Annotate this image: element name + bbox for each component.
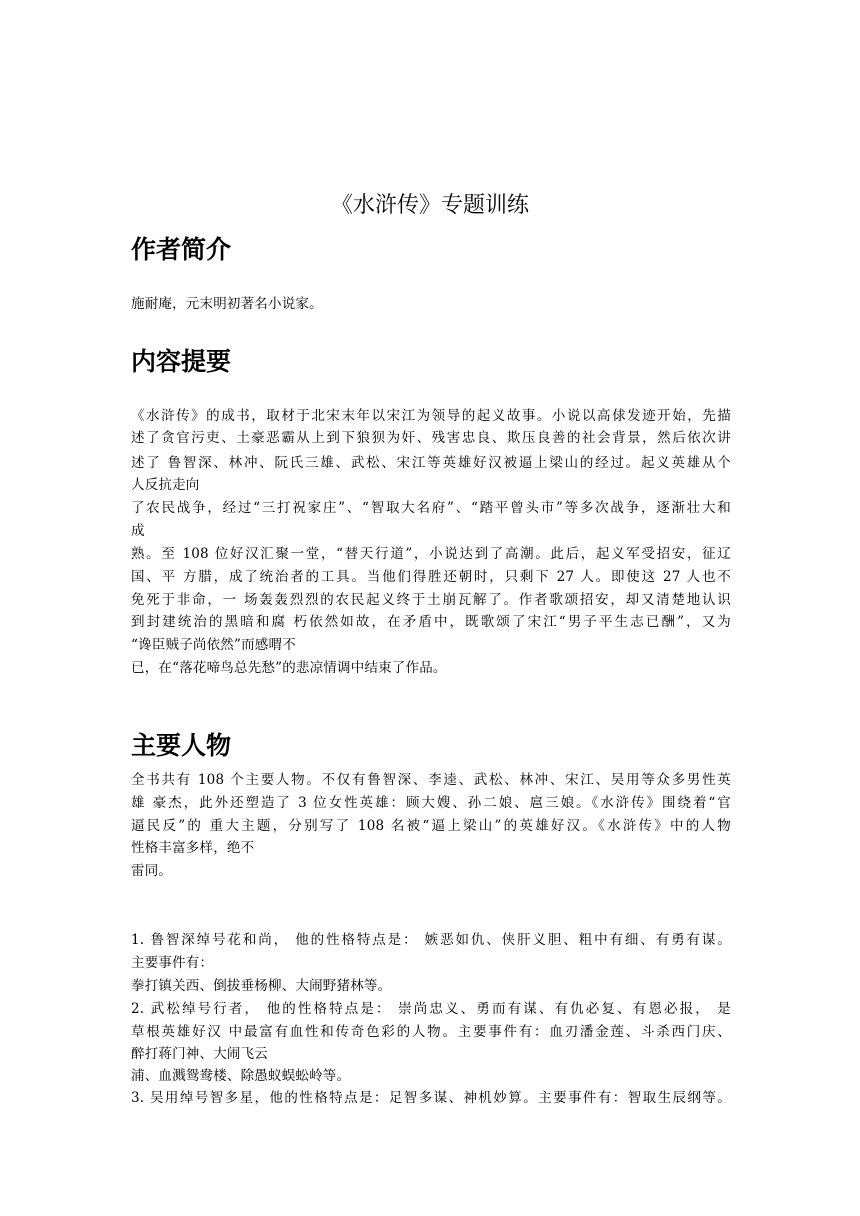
document-title: 《水浒传》专题训练 xyxy=(330,193,529,218)
characters-line: 雷同。 xyxy=(131,863,173,879)
character-item-line: 2. 武松绰号行者， 他的性格特点是： 崇尚忠义、勇而有谋、有仇必复、有恩必报， 是 xyxy=(131,1001,731,1017)
summary-line: 国、平 方腊，成了统治者的工具。当他们得胜还朝时，只剩下 27 人。即使这 27 人也不 xyxy=(131,569,731,585)
characters-line: 性格丰富多样，绝不 xyxy=(131,840,255,856)
summary-line: 了农民战争，经过“三打祝家庄”、“智取大名府”、“踏平曾头市”等多次战争，逐渐壮大和 xyxy=(131,500,731,516)
character-item-line: 草根英雄好汉 中最富有血性和传奇色彩的人物。主要事件有：血刃潘金莲、斗杀西门庆、 xyxy=(131,1024,731,1040)
summary-line: 成 xyxy=(131,523,145,539)
character-item-line: 主要事件有： xyxy=(131,955,214,971)
character-item-line: 拳打镇关西、倒拔垂杨柳、大闹野猪林等。 xyxy=(131,978,392,994)
author-text: 施耐庵，元末明初著名小说家。 xyxy=(131,296,323,312)
summary-heading: 内容提要 xyxy=(131,347,232,376)
characters-line: 全书共有 108 个主要人物。不仅有鲁智深、李逵、武松、林冲、宋江、吴用等众多男性英 xyxy=(131,772,731,788)
summary-line: 到封建统治的黑暗和腐 朽依然如故，在矛盾中，既歌颂了宋江“男子平生志已酬”，又为 xyxy=(131,614,731,630)
author-heading: 作者简介 xyxy=(131,235,232,264)
summary-line: 人反抗走向 xyxy=(131,477,200,493)
summary-line: 免死于非命，一 场轰轰烈烈的农民起义终于土崩瓦解了。作者歌颂招安，却又清楚地认识 xyxy=(131,592,731,608)
summary-line: 已，在“落花啼鸟总先愁”的悲凉情调中结束了作品。 xyxy=(131,660,447,676)
character-item-line: 3. 吴用绰号智多星，他的性格特点是：足智多谋、神机妙算。主要事件有：智取生辰纲等。 xyxy=(131,1090,731,1106)
character-item-line: 1. 鲁智深绰号花和尚， 他的性格特点是： 嫉恶如仇、侠肝义胆、粗中有细、有勇有谋。 xyxy=(131,932,731,948)
summary-line: 《水浒传》的成书，取材于北宋末年以宋江为领导的起义故事。小说以高俅发迹开始，先描 xyxy=(131,408,731,424)
summary-line: “谗臣贼子尚依然”而感喟不 xyxy=(131,637,296,653)
character-item-line: 浦、血溅鸳鸯楼、除愚蚁蜈蚣岭等。 xyxy=(131,1068,351,1084)
characters-line: 雄 豪杰，此外还塑造了 3 位女性英雄：顾大嫂、孙二娘、扈三娘。《水浒传》围绕着“官 xyxy=(131,795,731,811)
summary-line: 熟。至 108 位好汉汇聚一堂，“替天行道”，小说达到了高潮。此后，起义军受招安，征辽 xyxy=(131,546,731,562)
summary-line: 述了贪官污吏、土豪恶霸从上到下狼狈为奸、残害忠良、欺压良善的社会背景，然后依次讲 xyxy=(131,430,731,446)
characters-line: 逼民反”的 重大主题，分别写了 108 名被“逼上梁山”的英雄好汉。《水浒传》中的人物 xyxy=(131,818,731,834)
summary-line: 述了 鲁智深、林冲、阮氏三雄、武松、宋江等英雄好汉被逼上梁山的经过。起义英雄从个 xyxy=(131,455,731,471)
characters-heading: 主要人物 xyxy=(131,731,232,760)
character-item-line: 醉打蒋门神、大闹飞云 xyxy=(131,1046,268,1062)
